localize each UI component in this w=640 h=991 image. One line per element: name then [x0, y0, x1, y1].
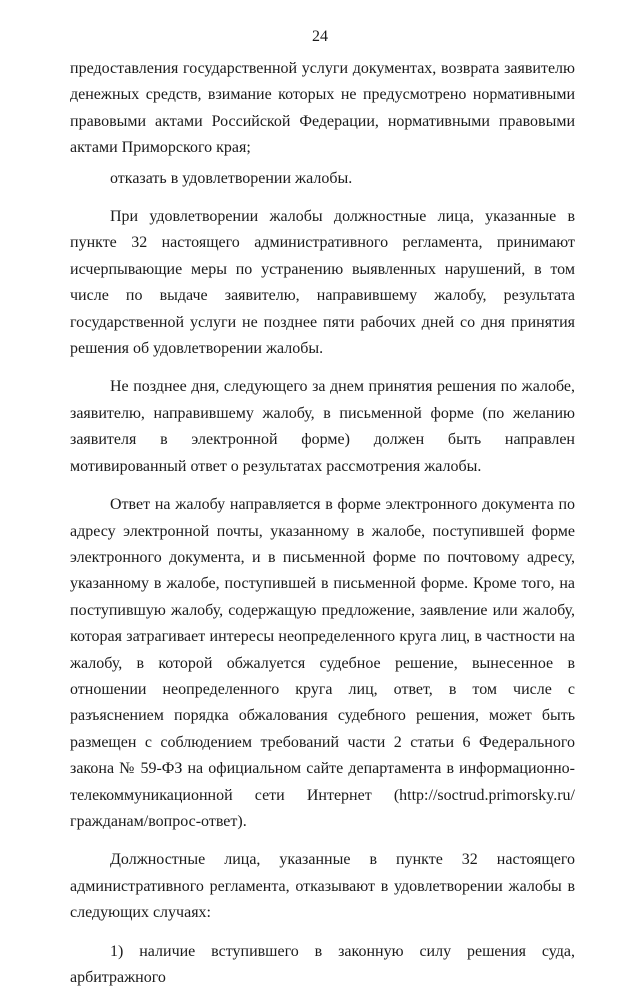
paragraph-satisfaction-measures: При удовлетворении жалобы должностные лица, указанные в пункте 32 настоящего административного регламента, принимают исчерпывающие меры по устранению выявленных нарушений, в том числе по выдаче заявителю, направившему жалобу, результата государственной услуги не позднее пяти рабочих дней со дня принятия решения об удовлетворении жалобы. — [70, 208, 575, 358]
page-number: 24 — [312, 28, 328, 45]
paragraph-continuation: предоставления государственной услуги документах, возврата заявителю денежных средств, взимание которых не предусмотрено нормативными правовыми актами Российской Федерации, нормативными правовыми актами Приморского края; — [70, 60, 575, 157]
document-body — [70, 56, 575, 991]
paragraph-refuse-complaint: отказать в удовлетворении жалобы. — [110, 169, 353, 187]
paragraph-reasoned-response: Не позднее дня, следующего за днем принятия решения по жалобе, заявителю, направившему жалобу, в письменной форме (по желанию заявителя в электронной форме) должен быть направлен мотивированный ответ о результатах рассмотрения жалобы. — [70, 378, 575, 475]
paragraph-refusal-cases: Должностные лица, указанные в пункте 32 настоящего административного регламента, отказывают в удовлетворении жалобы в следующих случаях: — [70, 851, 575, 922]
paragraph-list-item-1: 1) наличие вступившего в законную силу решения суда, арбитражного — [70, 942, 575, 986]
paragraph-response-delivery: Ответ на жалобу направляется в форме электронного документа по адресу электронной почты, указанному в жалобе, поступившей форме электронного документа, и в письменной форме по почтовому адресу, указанному в жалобе, поступившей в письменной форме. Кроме того, на поступившую жалобу, содержащую предложение, заявление или жалобу, которая затрагивает интересы неопределенного круга лиц, в частности на жалобу, в которой обжалуется судебное решение, вынесенное в отношении неопределенного круга лиц, ответ, в том числе с разъяснением порядка обжалования судебного решения, может быть размещен с соблюдением требований части 2 статьи 6 Федерального закона № 59-ФЗ на официальном сайте департамента в информационно-телекоммуникационной сети Интернет (http://soctrud.primorsky.ru/гражданам/вопрос-ответ). — [70, 496, 575, 830]
